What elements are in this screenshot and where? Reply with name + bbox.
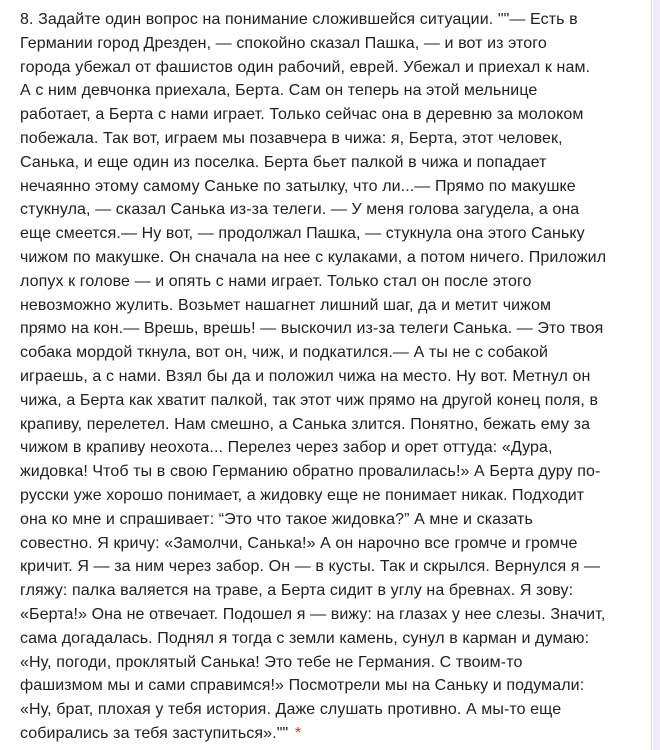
question-line: работает, а Берта с нами играет. Только сейчас она в деревню за молоком bbox=[20, 106, 584, 124]
question-line: собирались за тебя заступиться»."" bbox=[20, 724, 289, 742]
question-number: 8. bbox=[20, 11, 34, 28]
question-line: сама догадалась. Поднял я тогда с земли камень, сунул в карман и думаю: bbox=[20, 629, 590, 647]
question-line: Санька, и еще один из поселка. Берта бьет палкой в чижа и попадает bbox=[20, 153, 547, 171]
question-title bbox=[20, 8, 648, 746]
question-line: нечаянно этому самому Саньке по затылку, что ли...— Прямо по макушке bbox=[20, 177, 576, 195]
question-line: гляжу: палка валяется на траве, а Берта сидит в углу на бревнах. Я зову: bbox=[20, 582, 574, 600]
question-line: чижом по макушке. Он сначала на нее с кулаками, а потом ничего. Приложил bbox=[20, 248, 607, 266]
question-line: чижом в крапиву неохота... Перелез через забор и орет оттуда: «Дура, bbox=[20, 439, 553, 457]
question-line: «Берта!» Она не отвечает. Подошел я — вижу: на глазах у нее слезы. Значит, bbox=[20, 605, 606, 623]
question-line: побежала. Так вот, играем мы позавчера в чижа: я, Берта, этот человек, bbox=[20, 129, 563, 147]
question-line: фашизмом мы и сами справимся!» Посмотрели мы на Саньку и подумали: bbox=[20, 677, 585, 695]
form-background-strip bbox=[653, 0, 660, 750]
question-line: еще смеется.— Ну вот, — продолжал Пашка, — стукнула она этого Саньку bbox=[20, 225, 585, 243]
question-line: «Ну, погоди, проклятый Санька! Это тебе не Германия. С твоим-то bbox=[20, 653, 523, 671]
question-line: Задайте один вопрос на понимание сложившейся ситуации. ""— Есть в bbox=[38, 11, 578, 28]
question-line: русски уже хорошо понимает, а жидовку еще не понимает никак. Подходит bbox=[20, 486, 585, 504]
question-line: стукнула, — сказал Санька из-за телеги. — У меня голова загудела, а она bbox=[20, 201, 580, 219]
question-line: она ко мне и спрашивает: “Это что такое жидовка?” А мне и сказать bbox=[20, 510, 533, 528]
question-line: собака мордой ткнула, вот он, чиж, и подкатился.— А ты не с собакой bbox=[20, 344, 549, 362]
question-line: жидовка! Чтоб ты в свою Германию обратно провалилась!» А Берта дуру по- bbox=[20, 463, 601, 481]
question-line: прямо на кон.— Врешь, врешь! — выскочил из-за телеги Санька. — Это твоя bbox=[20, 320, 604, 338]
required-asterisk: * bbox=[294, 724, 302, 742]
question-line: лопух к голове — и опять с нами играет. Только стал он после этого bbox=[20, 272, 532, 290]
question-line: «Ну, брат, плохая у тебя история. Даже слушать противно. А мы-то еще bbox=[20, 701, 562, 719]
question-line: чижа, а Берта как хватит палкой, так этот чиж прямо на другой конец поля, в bbox=[20, 391, 599, 409]
question-line: крапиву, перелетел. Нам смешно, а Санька злится. Понятно, бежать ему за bbox=[20, 415, 591, 433]
question-line: города убежал от фашистов один рабочий, еврей. Убежал и приехал к нам. bbox=[20, 58, 591, 76]
question-line: кричит. Я — за ним через забор. Он — в кусты. Так и скрылся. Вернулся я — bbox=[20, 558, 601, 576]
question-line: совестно. Я кричу: «Замолчи, Санька!» А он нарочно все громче и громче bbox=[20, 534, 578, 552]
question-line: невозможно жулить. Возьмет нашагнет лишний шаг, да и метит чижом bbox=[20, 296, 552, 314]
question-line: А с ним девчонка приехала, Берта. Сам он теперь на этой мельнице bbox=[20, 82, 538, 100]
question-line: Германии город Дрезден, — спокойно сказал Пашка, — и вот из этого bbox=[20, 34, 547, 52]
question-line: играешь, а с нами. Взял бы да и положил чижа на место. Ну вот. Метнул он bbox=[20, 367, 591, 385]
